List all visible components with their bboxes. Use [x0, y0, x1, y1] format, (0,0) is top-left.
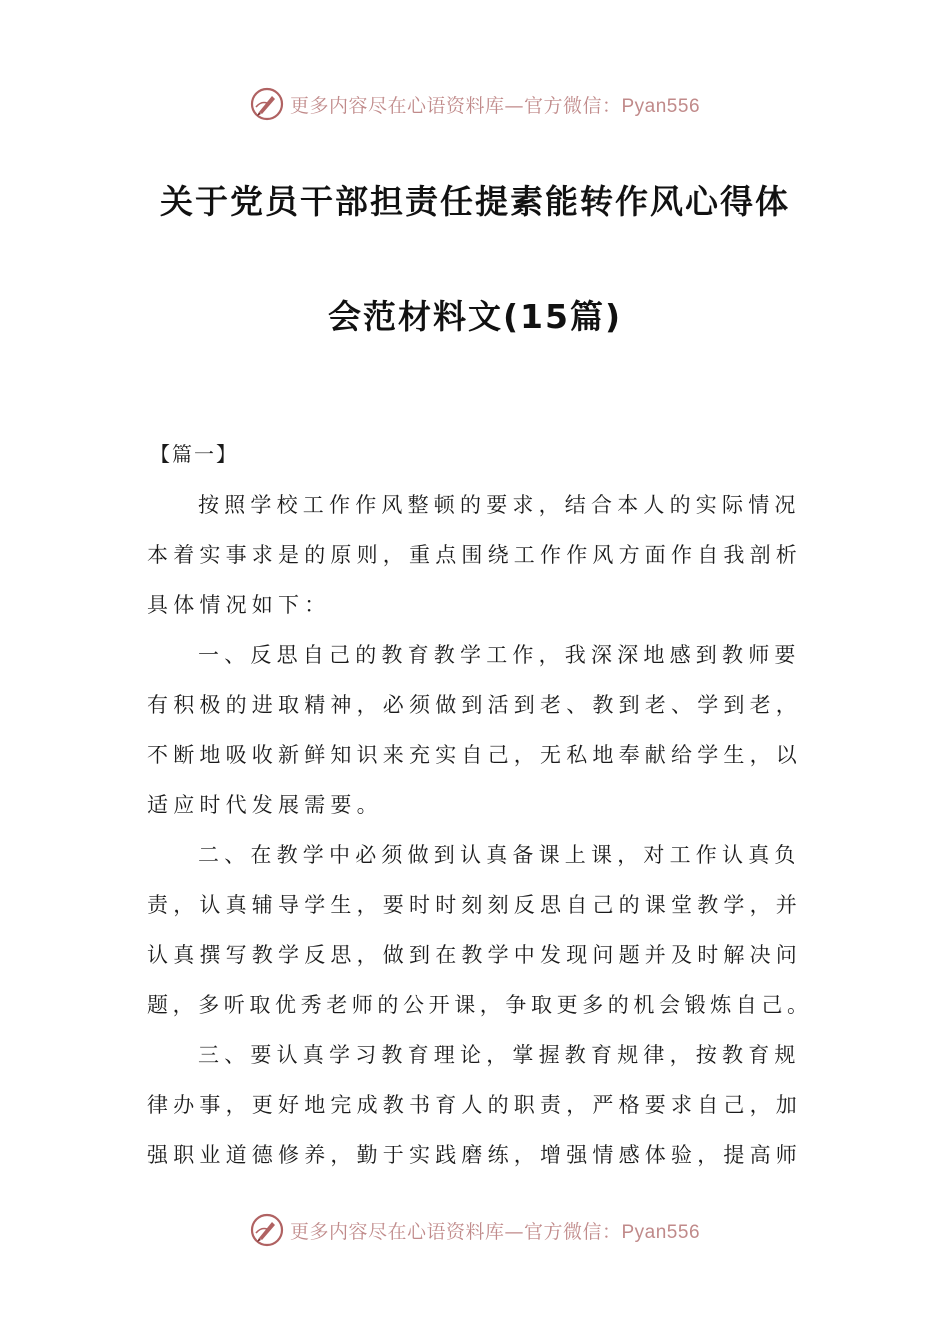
body-line: 一、反思自己的教育教学工作，我深深地感到教师要	[198, 643, 801, 667]
footer-watermark	[0, 1210, 950, 1250]
section-label: 【篇一】	[150, 442, 238, 466]
body-line: 三、要认真学习教育理论，掌握教育规律，按教育规	[198, 1043, 801, 1067]
body-line: 强职业道德修养，勤于实践磨练，增强情感体验，提高师	[147, 1143, 802, 1167]
body-line: 律办事，更好地完成教书育人的职责，严格要求自己，加	[147, 1093, 802, 1117]
header-watermark	[0, 84, 950, 124]
body-line: 二、在教学中必须做到认真备课上课，对工作认真负	[198, 843, 801, 867]
body-line: 不断地吸收新鲜知识来充实自己，无私地奉献给学生，以	[147, 743, 802, 767]
body-line: 具体情况如下：	[147, 593, 331, 617]
quill-pen-logo-icon	[250, 87, 284, 121]
body-line: 题，多听取优秀老师的公开课，争取更多的机会锻炼自己。	[147, 993, 813, 1017]
watermark-wechat-id: Pyan556	[621, 95, 701, 117]
body-line: 认真撰写教学反思，做到在教学中发现问题并及时解决问	[147, 943, 802, 967]
body-line: 按照学校工作作风整顿的要求，结合本人的实际情况	[198, 493, 801, 517]
watermark-wechat-id: Pyan556	[621, 1221, 701, 1243]
body-line: 责，认真辅导学生，要时时刻刻反思自己的课堂教学，并	[147, 893, 802, 917]
document-title-line-2: 会范材料文(15篇)	[327, 297, 623, 336]
document-title-line-1: 关于党员干部担责任提素能转作风心得体	[160, 182, 790, 221]
watermark-text	[290, 91, 700, 118]
watermark-slogan: 更多内容尽在心语资料库—官方微信：	[289, 1220, 622, 1243]
watermark-text	[290, 1217, 700, 1244]
body-line: 本着实事求是的原则，重点围绕工作作风方面作自我剖析	[147, 543, 802, 567]
quill-pen-logo-icon	[250, 1213, 284, 1247]
body-line: 有积极的进取精神，必须做到活到老、教到老、学到老，	[147, 693, 802, 717]
watermark-slogan: 更多内容尽在心语资料库—官方微信：	[289, 94, 622, 117]
body-line: 适应时代发展需要。	[147, 793, 383, 817]
